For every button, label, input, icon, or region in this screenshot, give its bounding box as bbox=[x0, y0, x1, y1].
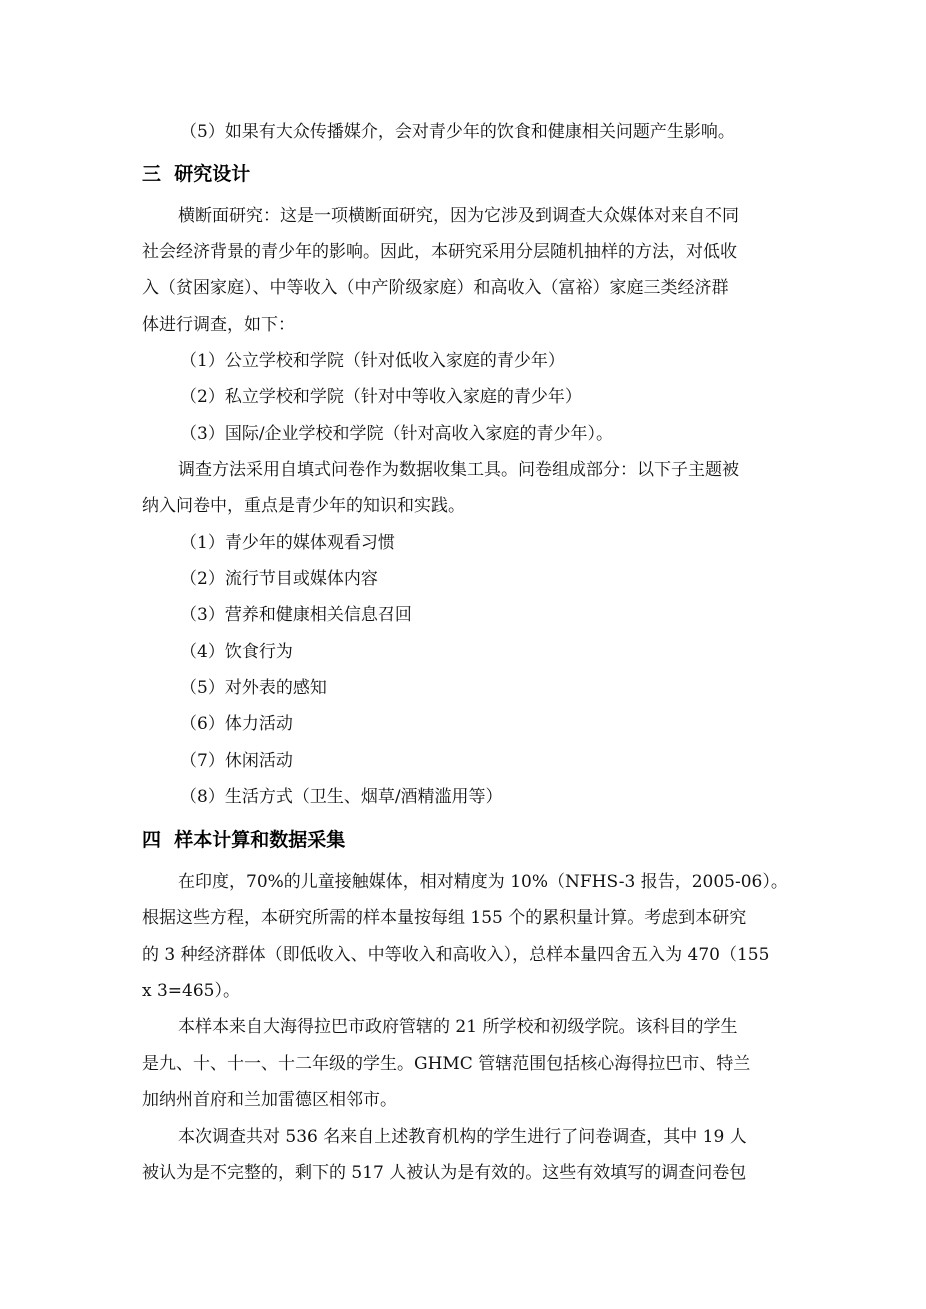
questionnaire-list-item-6: （6）体力活动 bbox=[180, 714, 293, 734]
section-4-para-2-line-2: 是九、十、十一、十二年级的学生。GHMC 管辖范围包括核心海得拉巴市、特兰 bbox=[142, 1054, 751, 1074]
section-3-para-1-line-1: 横断面研究：这是一项横断面研究，因为它涉及到调查大众媒体对来自不同 bbox=[178, 206, 739, 226]
section-4-para-1-line-4: x 3=465）。 bbox=[142, 981, 240, 1001]
section-3-para-2-line-1: 调查方法采用自填式问卷作为数据收集工具。问卷组成部分：以下子主题被 bbox=[178, 460, 739, 480]
questionnaire-list-item-3: （3）营养和健康相关信息召回 bbox=[180, 605, 412, 625]
questionnaire-list-item-2: （2）流行节目或媒体内容 bbox=[180, 569, 378, 589]
questionnaire-list-item-1: （1）青少年的媒体观看习惯 bbox=[180, 533, 395, 553]
questionnaire-list-item-8: （8）生活方式（卫生、烟草/酒精滥用等） bbox=[180, 787, 503, 807]
section-3-heading: 三 研究设计 bbox=[142, 163, 251, 185]
sample-list-item-1: （1）公立学校和学院（针对低收入家庭的青少年） bbox=[180, 351, 565, 371]
section-4-heading: 四 样本计算和数据采集 bbox=[142, 829, 346, 851]
sample-list-item-3: （3）国际/企业学校和学院（针对高收入家庭的青少年）。 bbox=[180, 424, 614, 444]
section-3-para-1-line-3: 入（贫困家庭）、中等收入（中产阶级家庭）和高收入（富裕）家庭三类经济群 bbox=[142, 278, 729, 298]
section-4-para-1-line-2: 根据这些方程，本研究所需的样本量按每组 155 个的累积量计算。考虑到本研究 bbox=[142, 908, 747, 928]
section-4-para-1-line-1: 在印度，70%的儿童接触媒体，相对精度为 10%（NFHS-3 报告，2005-06）。 bbox=[178, 872, 788, 892]
section-3-para-2-line-2: 纳入问卷中，重点是青少年的知识和实践。 bbox=[142, 496, 465, 516]
questionnaire-list-item-4: （4）饮食行为 bbox=[180, 642, 293, 662]
section-4-para-2-line-1: 本样本来自大海得拉巴市政府管辖的 21 所学校和初级学院。该科目的学生 bbox=[178, 1017, 738, 1037]
section-4-para-3-line-2: 被认为是不完整的，剩下的 517 人被认为是有效的。这些有效填写的调查问卷包 bbox=[142, 1163, 747, 1183]
section-4-para-2-line-3: 加纳州首府和兰加雷德区相邻市。 bbox=[142, 1090, 397, 1110]
section-3-para-1-line-4: 体进行调查，如下： bbox=[142, 315, 295, 335]
section-3-para-1-line-2: 社会经济背景的青少年的影响。因此，本研究采用分层随机抽样的方法，对低收 bbox=[142, 242, 737, 262]
questionnaire-list-item-7: （7）休闲活动 bbox=[180, 751, 293, 771]
questionnaire-list-item-5: （5）对外表的感知 bbox=[180, 678, 327, 698]
section-4-para-3-line-1: 本次调查共对 536 名来自上述教育机构的学生进行了问卷调查，其中 19 人 bbox=[178, 1127, 747, 1147]
sample-list-item-2: （2）私立学校和学院（针对中等收入家庭的青少年） bbox=[180, 387, 582, 407]
section-4-para-1-line-3: 的 3 种经济群体（即低收入、中等收入和高收入），总样本量四舍五入为 470（155 bbox=[142, 945, 770, 965]
intro-list-item-5: （5）如果有大众传播媒介，会对青少年的饮食和健康相关问题产生影响。 bbox=[180, 122, 735, 142]
